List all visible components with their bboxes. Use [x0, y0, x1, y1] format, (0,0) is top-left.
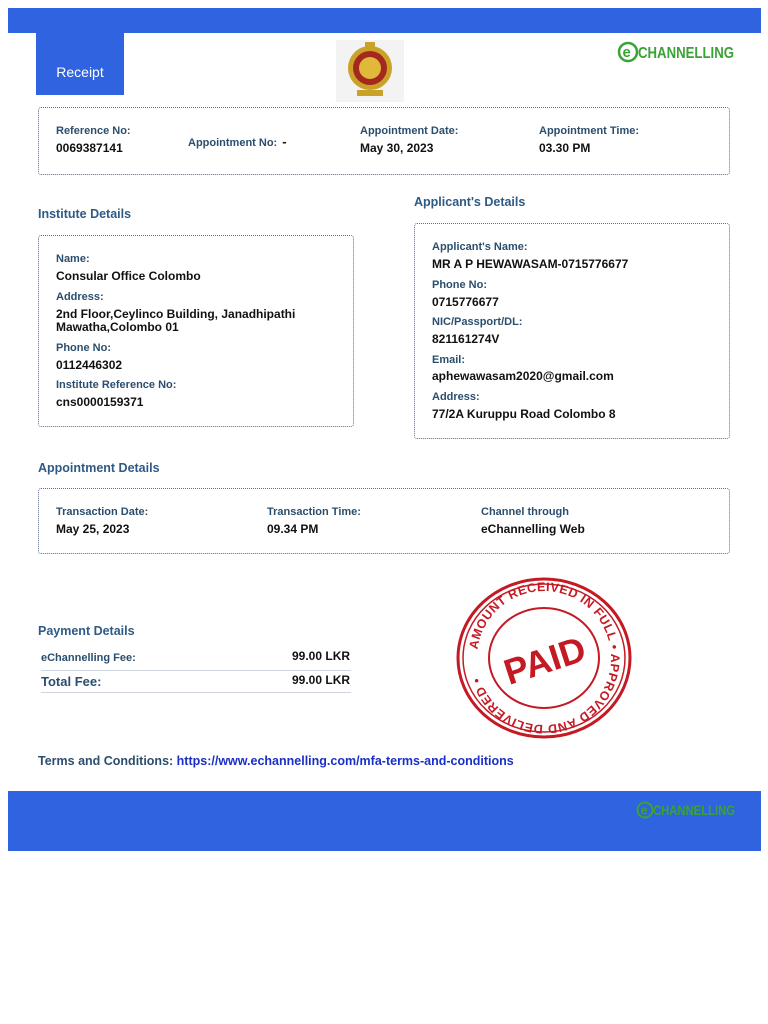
stamp-ring-text: AMOUNT RECEIVED IN FULL • APPROVED AND DELIVERED • — [466, 579, 623, 737]
applicant-nic-value: 821161274V — [432, 332, 500, 346]
institute-name-label: Name: — [56, 253, 90, 265]
top-banner — [8, 8, 761, 33]
institute-address-line2: Mawatha,Colombo 01 — [56, 320, 179, 334]
institute-address-line1: 2nd Floor,Ceylinco Building, Janadhipathi — [56, 307, 296, 321]
transaction-date-value: May 25, 2023 — [56, 522, 130, 536]
logo-letter: e — [622, 44, 631, 61]
total-divider — [41, 692, 351, 693]
applicant-email-label: Email: — [432, 354, 466, 366]
fee-divider — [41, 670, 351, 671]
terms-line — [38, 754, 514, 768]
applicant-address-label: Address: — [432, 391, 480, 403]
stamp-center-text: PAID — [498, 628, 591, 693]
echannelling-logo — [618, 38, 736, 66]
appointment-time-value: 03.30 PM — [539, 141, 591, 155]
payment-section-title: Payment Details — [38, 624, 135, 638]
appointment-no-label-text: Appointment No: — [188, 137, 278, 149]
transaction-time-value: 09.34 PM — [267, 522, 319, 536]
footer-logo-letter: e — [640, 802, 648, 818]
institute-name-value: Consular Office Colombo — [56, 269, 201, 283]
applicant-name-value: MR A P HEWAWASAM-0715776677 — [432, 257, 629, 271]
reference-value: 0069387141 — [56, 141, 123, 155]
terms-label: Terms and Conditions: — [38, 754, 174, 768]
appointment-no-value: - — [282, 134, 287, 149]
appointment-time-label: Appointment Time: — [539, 125, 640, 137]
applicant-name-label: Applicant's Name: — [432, 241, 528, 253]
institute-phone-label: Phone No: — [56, 342, 111, 354]
transaction-time-label: Transaction Time: — [267, 506, 361, 518]
fee-label: eChannelling Fee: — [41, 652, 136, 664]
emblem-icon — [336, 40, 404, 102]
footer-echannelling-logo — [636, 798, 736, 822]
total-fee-value: 99.00 LKR — [292, 673, 351, 687]
institute-section-title: Institute Details — [38, 207, 132, 221]
terms-link[interactable]: https://www.echannelling.com/mfa-terms-and-conditions — [176, 754, 514, 768]
appointment-box — [38, 488, 730, 554]
total-fee-label: Total Fee: — [41, 674, 102, 689]
sri-lanka-emblem — [336, 40, 404, 102]
institute-address-label: Address: — [56, 291, 104, 303]
applicant-phone-value: 0715776677 — [432, 295, 499, 309]
institute-phone-value: 0112446302 — [56, 358, 123, 372]
fee-value: 99.00 LKR — [292, 649, 351, 663]
receipt-tab: Receipt — [36, 33, 124, 95]
applicant-nic-label: NIC/Passport/DL: — [432, 316, 523, 328]
applicant-email-value: aphewawasam2020@gmail.com — [432, 369, 614, 383]
applicant-section-title: Applicant's Details — [414, 195, 526, 209]
institute-ref-value: cns0000159371 — [56, 395, 144, 409]
paid-stamp — [455, 577, 633, 739]
channel-value: eChannelling Web — [481, 522, 585, 536]
institute-ref-label: Institute Reference No: — [56, 379, 177, 391]
appointment-section-title: Appointment Details — [38, 461, 160, 475]
footer-logo-text: CHANNELLING — [653, 802, 736, 818]
appointment-date-label: Appointment Date: — [360, 125, 459, 137]
appointment-date-value: May 30, 2023 — [360, 141, 434, 155]
applicant-address-value: 77/2A Kuruppu Road Colombo 8 — [432, 407, 616, 421]
transaction-date-label: Transaction Date: — [56, 506, 149, 518]
applicant-phone-label: Phone No: — [432, 279, 487, 291]
appointment-no-label — [188, 134, 287, 149]
channel-label: Channel through — [481, 506, 569, 518]
logo-text: CHANNELLING — [638, 45, 734, 62]
reference-label: Reference No: — [56, 125, 131, 137]
